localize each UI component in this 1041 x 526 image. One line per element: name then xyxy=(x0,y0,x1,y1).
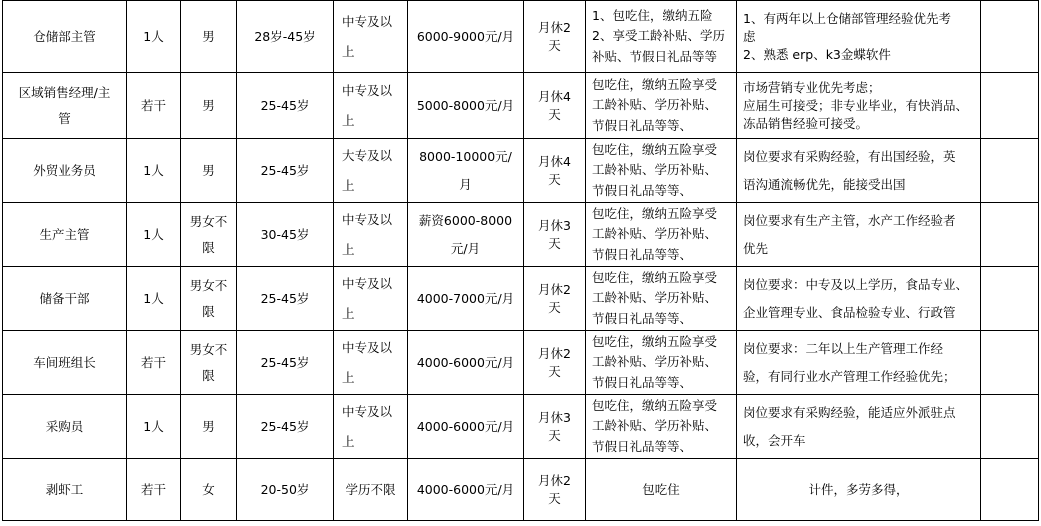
requirements: 计件，多劳多得， xyxy=(737,459,981,521)
table-row xyxy=(3,203,1039,267)
rest-days: 月休4 天 xyxy=(524,139,586,203)
empty-cell xyxy=(981,73,1039,139)
education: 中专及以 上 xyxy=(334,73,408,139)
education: 大专及以 上 xyxy=(334,139,408,203)
rest-days: 月休2 天 xyxy=(524,331,586,395)
education: 中专及以 上 xyxy=(334,267,408,331)
job-title: 生产主管 xyxy=(3,203,127,267)
rest-days: 月休3 天 xyxy=(524,203,586,267)
education: 中专及以 上 xyxy=(334,203,408,267)
empty-cell xyxy=(981,1,1039,73)
benefits: 包吃住，缴纳五险享受 工龄补贴、学历补贴、 节假日礼品等等、 xyxy=(586,139,737,203)
headcount: 若干 xyxy=(127,73,181,139)
education: 学历不限 xyxy=(334,459,408,521)
benefits: 包吃住，缴纳五险享受 工龄补贴、学历补贴、 节假日礼品等等、 xyxy=(586,331,737,395)
rest-days: 月休2 天 xyxy=(524,1,586,73)
gender: 女 xyxy=(181,459,237,521)
rest-days: 月休2 天 xyxy=(524,267,586,331)
table-row xyxy=(3,395,1039,459)
salary: 5000-8000元/月 xyxy=(408,73,524,139)
headcount: 1人 xyxy=(127,1,181,73)
age-range: 25-45岁 xyxy=(237,395,334,459)
table-row xyxy=(3,331,1039,395)
headcount: 若干 xyxy=(127,459,181,521)
salary: 4000-6000元/月 xyxy=(408,395,524,459)
table-row xyxy=(3,267,1039,331)
empty-cell xyxy=(981,395,1039,459)
job-listing-table xyxy=(2,0,1039,521)
table-row xyxy=(3,459,1039,521)
age-range: 25-45岁 xyxy=(237,73,334,139)
gender: 男女不 限 xyxy=(181,331,237,395)
benefits: 包吃住，缴纳五险享受 工龄补贴、学历补贴、 节假日礼品等等、 xyxy=(586,73,737,139)
table-row xyxy=(3,1,1039,73)
requirements: 市场营销专业优先考虑； 应届生可接受；非专业毕业，有快消品、 冻品销售经验可接受。 xyxy=(737,73,981,139)
education: 中专及以 上 xyxy=(334,395,408,459)
job-title: 储备干部 xyxy=(3,267,127,331)
salary: 8000-10000元/ 月 xyxy=(408,139,524,203)
rest-days: 月休4 天 xyxy=(524,73,586,139)
gender: 男 xyxy=(181,139,237,203)
headcount: 若干 xyxy=(127,331,181,395)
age-range: 30-45岁 xyxy=(237,203,334,267)
education: 中专及以 上 xyxy=(334,1,408,73)
table-row xyxy=(3,139,1039,203)
age-range: 25-45岁 xyxy=(237,267,334,331)
age-range: 25-45岁 xyxy=(237,331,334,395)
gender: 男女不 限 xyxy=(181,267,237,331)
benefits: 1、包吃住，缴纳五险 2、享受工龄补贴、学历 补贴、节假日礼品等等 xyxy=(586,1,737,73)
job-title: 车间班组长 xyxy=(3,331,127,395)
rest-days: 月休3 天 xyxy=(524,395,586,459)
requirements: 1、有两年以上仓储部管理经验优先考 虑 2、熟悉 erp、k3金蝶软件 xyxy=(737,1,981,73)
empty-cell xyxy=(981,203,1039,267)
headcount: 1人 xyxy=(127,139,181,203)
salary: 6000-9000元/月 xyxy=(408,1,524,73)
requirements: 岗位要求有采购经验，能适应外派驻点 收，会开车 xyxy=(737,395,981,459)
education: 中专及以 上 xyxy=(334,331,408,395)
gender: 男 xyxy=(181,395,237,459)
job-title: 区域销售经理/主 管 xyxy=(3,73,127,139)
rest-days: 月休2 天 xyxy=(524,459,586,521)
salary: 4000-6000元/月 xyxy=(408,331,524,395)
benefits: 包吃住，缴纳五险享受 工龄补贴、学历补贴、 节假日礼品等等、 xyxy=(586,395,737,459)
job-title: 外贸业务员 xyxy=(3,139,127,203)
age-range: 20-50岁 xyxy=(237,459,334,521)
salary: 4000-7000元/月 xyxy=(408,267,524,331)
job-title: 采购员 xyxy=(3,395,127,459)
table-row xyxy=(3,73,1039,139)
age-range: 25-45岁 xyxy=(237,139,334,203)
job-title: 剥虾工 xyxy=(3,459,127,521)
salary: 薪资6000-8000 元/月 xyxy=(408,203,524,267)
age-range: 28岁-45岁 xyxy=(237,1,334,73)
headcount: 1人 xyxy=(127,203,181,267)
headcount: 1人 xyxy=(127,395,181,459)
salary: 4000-6000元/月 xyxy=(408,459,524,521)
requirements: 岗位要求有采购经验，有出国经验，英 语沟通流畅优先，能接受出国 xyxy=(737,139,981,203)
job-title: 仓储部主管 xyxy=(3,1,127,73)
requirements: 岗位要求：二年以上生产管理工作经 验，有同行业水产管理工作经验优先； xyxy=(737,331,981,395)
gender: 男 xyxy=(181,1,237,73)
requirements: 岗位要求：中专及以上学历，食品专业、 企业管理专业、食品检验专业、行政管 xyxy=(737,267,981,331)
empty-cell xyxy=(981,139,1039,203)
empty-cell xyxy=(981,459,1039,521)
requirements: 岗位要求有生产主管，水产工作经验者 优先 xyxy=(737,203,981,267)
empty-cell xyxy=(981,331,1039,395)
empty-cell xyxy=(981,267,1039,331)
gender: 男女不 限 xyxy=(181,203,237,267)
gender: 男 xyxy=(181,73,237,139)
benefits: 包吃住 xyxy=(586,459,737,521)
headcount: 1人 xyxy=(127,267,181,331)
benefits: 包吃住，缴纳五险享受 工龄补贴、学历补贴、 节假日礼品等等、 xyxy=(586,203,737,267)
benefits: 包吃住，缴纳五险享受 工龄补贴、学历补贴、 节假日礼品等等、 xyxy=(586,267,737,331)
